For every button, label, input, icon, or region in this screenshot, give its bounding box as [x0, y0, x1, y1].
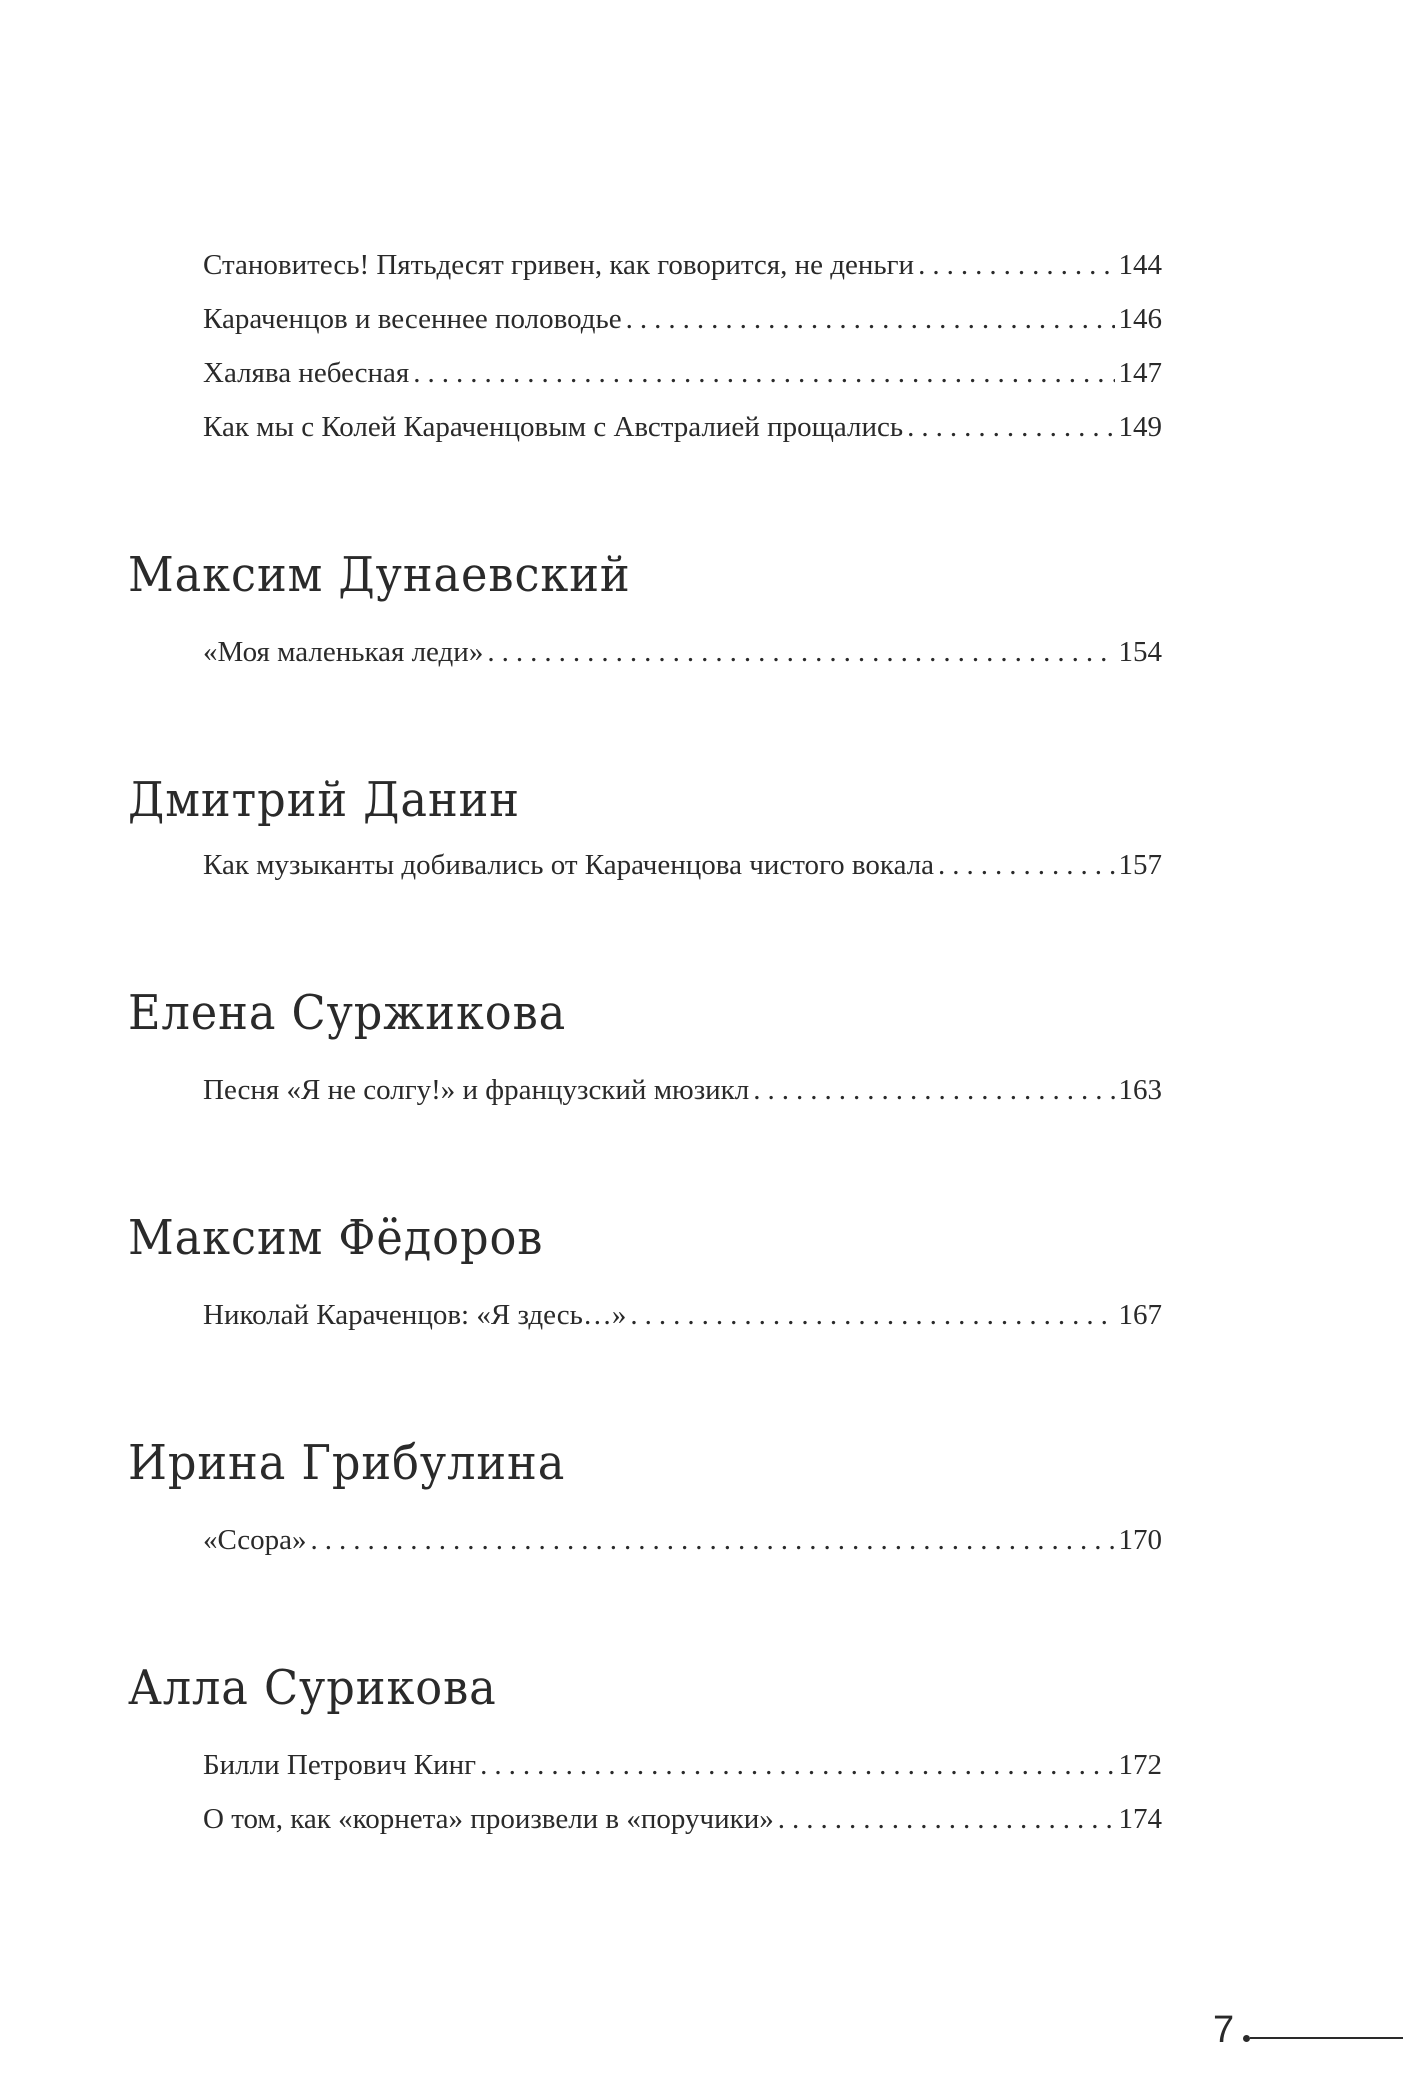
toc-entry-page: 170	[1118, 1524, 1162, 1556]
toc-leader-dots	[487, 632, 1114, 672]
toc-entry[interactable]	[203, 407, 1162, 447]
toc-leader-dots	[480, 1745, 1114, 1785]
toc-entry-page: 172	[1118, 1749, 1162, 1781]
toc-entry[interactable]	[203, 632, 1162, 672]
toc-entry[interactable]	[203, 299, 1162, 339]
toc-entry-title: Становитесь! Пятьдесят гривен, как говорится, не деньги	[203, 249, 915, 281]
author-heading: Максим Дунаевский	[128, 547, 631, 603]
toc-entry[interactable]	[203, 353, 1162, 393]
toc-leader-dots	[413, 353, 1114, 393]
author-heading: Ирина Грибулина	[128, 1435, 566, 1491]
toc-entry-page: 174	[1118, 1803, 1162, 1835]
page-number-dot	[1243, 2035, 1250, 2042]
toc-entry-title: О том, как «корнета» произвели в «поручики»	[203, 1803, 774, 1835]
toc-entry-page: 154	[1118, 636, 1162, 668]
toc-entry-title: Как мы с Колей Караченцовым с Австралией прощались	[203, 411, 904, 443]
author-heading: Дмитрий Данин	[128, 772, 520, 828]
toc-leader-dots	[310, 1520, 1114, 1560]
toc-entry-page: 144	[1118, 249, 1162, 281]
toc-entry-title: Николай Караченцов: «Я здесь…»	[203, 1299, 627, 1331]
toc-entry-page: 163	[1118, 1074, 1162, 1106]
toc-leader-dots	[918, 245, 1114, 285]
toc-entry-page: 167	[1118, 1299, 1162, 1331]
toc-leader-dots	[753, 1070, 1114, 1110]
toc-entry[interactable]	[203, 1799, 1162, 1839]
toc-entry[interactable]	[203, 1070, 1162, 1110]
author-heading: Елена Суржикова	[128, 985, 567, 1041]
toc-entry-title: Халява небесная	[203, 357, 410, 389]
toc-entry-title: Как музыканты добивались от Караченцова чистого вокала	[203, 849, 935, 881]
toc-leader-dots	[938, 845, 1114, 885]
toc-leader-dots	[778, 1799, 1115, 1839]
toc-entry[interactable]	[203, 845, 1162, 885]
toc-entry-title: Песня «Я не солгу!» и французский мюзикл	[203, 1074, 750, 1106]
toc-entry-title: «Моя маленькая леди»	[203, 636, 484, 668]
author-heading: Алла Сурикова	[128, 1660, 497, 1716]
toc-entry-title: Караченцов и весеннее половодье	[203, 303, 622, 335]
toc-entry[interactable]	[203, 1745, 1162, 1785]
toc-entry-page: 149	[1118, 411, 1162, 443]
page-number: 7	[1213, 2009, 1235, 2051]
toc-leader-dots	[630, 1295, 1114, 1335]
toc-leader-dots	[626, 299, 1115, 339]
toc-entry-page: 147	[1118, 357, 1162, 389]
page-number-rule	[1250, 2037, 1403, 2039]
toc-entry-page: 157	[1118, 849, 1162, 881]
toc-entry[interactable]	[203, 1295, 1162, 1335]
toc-entry[interactable]	[203, 245, 1162, 285]
toc-entry-title: Билли Петрович Кинг	[203, 1749, 477, 1781]
toc-entry[interactable]	[203, 1520, 1162, 1560]
author-heading: Максим Фёдоров	[128, 1210, 544, 1266]
toc-leader-dots	[907, 407, 1114, 447]
toc-entry-page: 146	[1118, 303, 1162, 335]
toc-entry-title: «Ссора»	[203, 1524, 307, 1556]
